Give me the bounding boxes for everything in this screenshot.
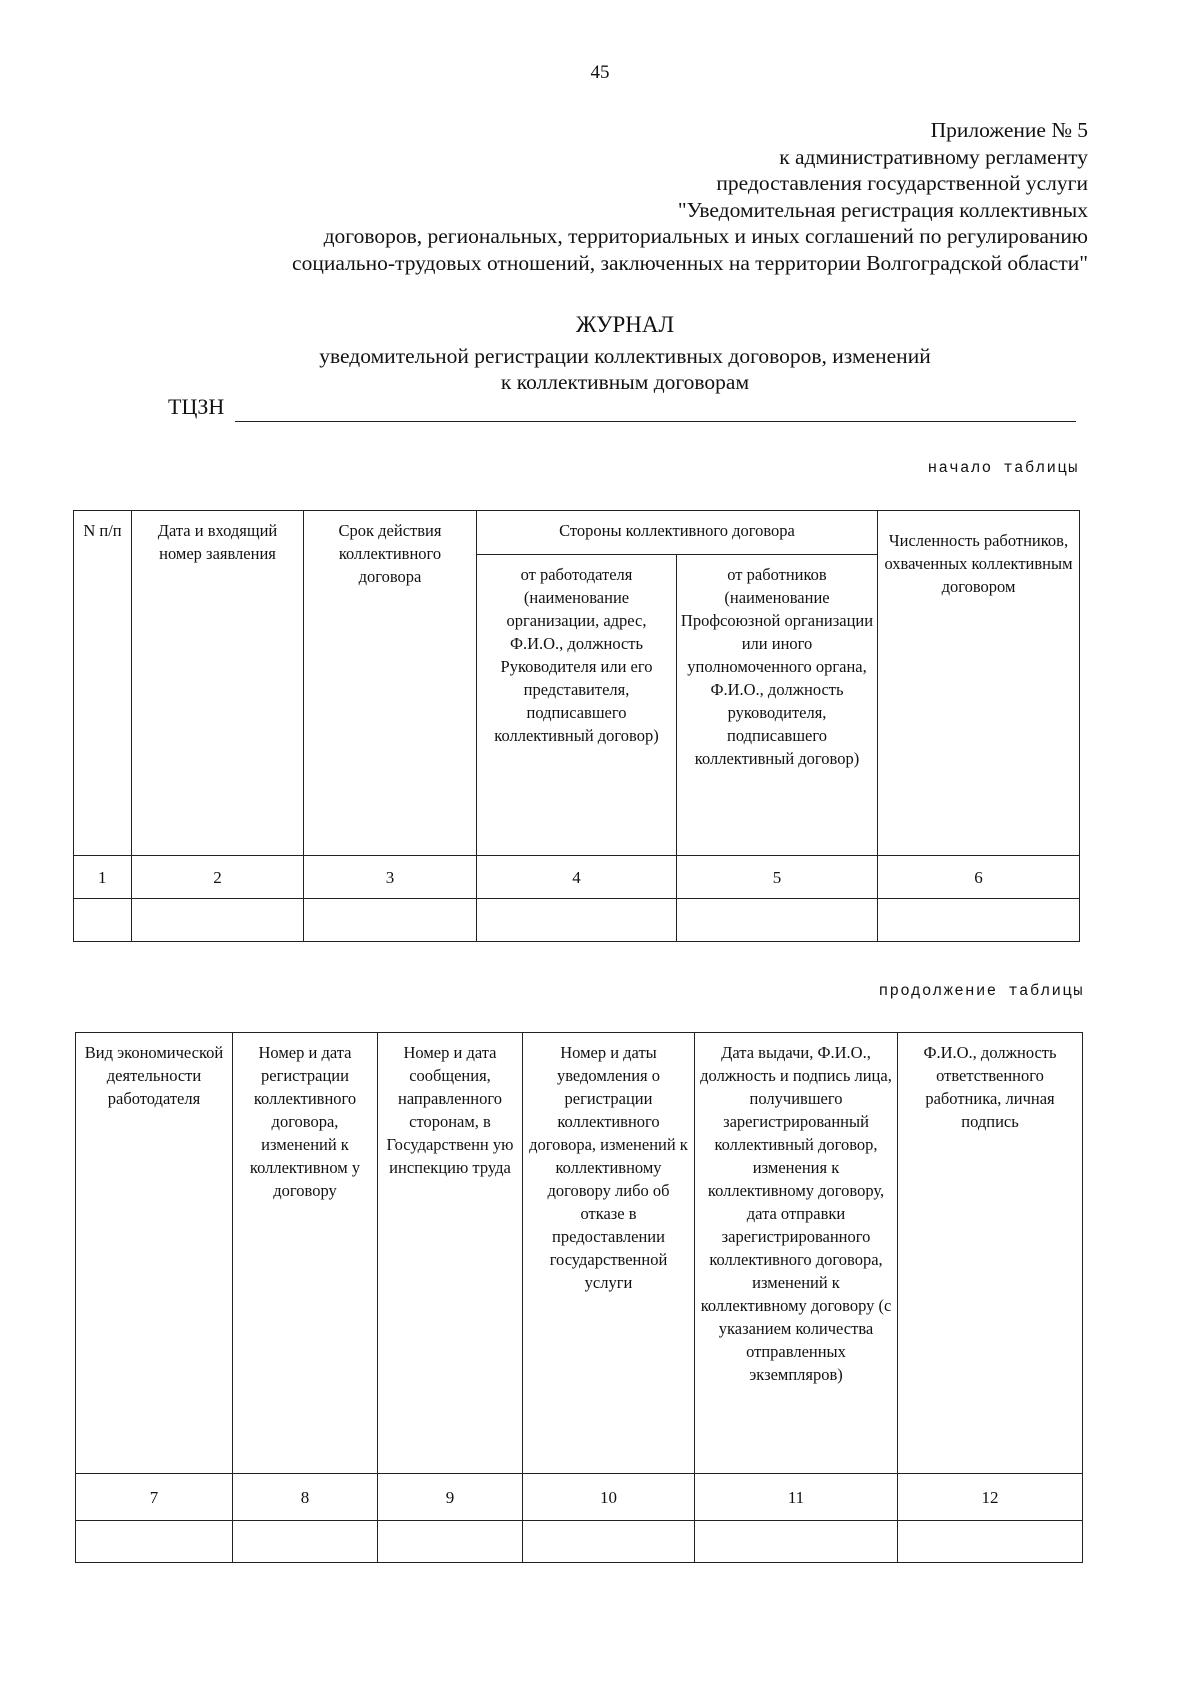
- appendix-line: социально-трудовых отношений, заключенных на территории Волгоградской области": [292, 250, 1088, 275]
- column-number: 11: [695, 1474, 898, 1521]
- journal-subtitle-line: уведомительной регистрации коллективных договоров, изменений: [319, 344, 931, 368]
- org-label: ТЦЗН: [168, 394, 225, 419]
- empty-cell: [695, 1521, 898, 1563]
- empty-cell: [677, 899, 878, 942]
- table-start-marker: начало таблицы: [927, 459, 1079, 477]
- header-employer: от работодателя (наименование организации, адрес, Ф.И.О., должность Руководителя или его представителя, подписавшего коллективный договор): [477, 555, 677, 856]
- appendix-line: предоставления государственной услуги: [716, 171, 1088, 195]
- registration-table-start: [73, 510, 1080, 942]
- journal-title: ЖУРНАЛ: [575, 312, 675, 337]
- header-message-number: Номер и дата сообщения, направленного сторонам, в Государственн ую инспекцию труда: [378, 1033, 523, 1474]
- appendix-block: [292, 117, 1088, 276]
- header-parties: Стороны коллективного договора: [477, 511, 878, 555]
- empty-cell: [898, 1521, 1083, 1563]
- column-number: 1: [74, 856, 132, 899]
- appendix-line: договоров, региональных, территориальных и иных соглашений по регулированию: [323, 224, 1088, 248]
- org-fill-line: [235, 421, 1076, 422]
- journal-subtitle: [0, 343, 1200, 395]
- header-activity-type: Вид экономической деятельности работодателя: [76, 1033, 233, 1474]
- header-notification-number: Номер и даты уведомления о регистрации коллективного договора, изменений к коллективному договору либо об отказе в предоставлении государственной услуги: [523, 1033, 695, 1474]
- empty-cell: [233, 1521, 378, 1563]
- empty-cell: [878, 899, 1080, 942]
- column-number: 5: [677, 856, 878, 899]
- header-employees: от работников (наименование Профсоюзной организации или иного уполномоченного органа, Ф.И.О., должность руководителя, подписавшего коллективный договор): [677, 555, 878, 856]
- column-number: 6: [878, 856, 1080, 899]
- empty-cell: [76, 1521, 233, 1563]
- empty-cell: [477, 899, 677, 942]
- empty-cell: [132, 899, 304, 942]
- column-number: 12: [898, 1474, 1083, 1521]
- header-registration-number: Номер и дата регистрации коллективного договора, изменений к коллективном у договору: [233, 1033, 378, 1474]
- column-number: 10: [523, 1474, 695, 1521]
- appendix-title: Приложение № 5: [930, 118, 1088, 142]
- column-number: 8: [233, 1474, 378, 1521]
- header-issue-date: Дата выдачи, Ф.И.О., должность и подпись лица, получившего зарегистрированный коллективный договор, изменения к коллективному договору, дата отправки зарегистрированного коллективного договора, изменений к коллективному договору (с указанием количества отправленных экземпляров): [695, 1033, 898, 1474]
- header-date: Дата и входящий номер заявления: [132, 511, 304, 856]
- empty-cell: [523, 1521, 695, 1563]
- header-num: N п/п: [74, 511, 132, 856]
- appendix-line: "Уведомительная регистрация коллективных: [677, 197, 1088, 222]
- column-number: 2: [132, 856, 304, 899]
- header-count: Численность работников, охваченных коллективным договором: [878, 511, 1080, 856]
- column-number: 9: [378, 1474, 523, 1521]
- empty-cell: [74, 899, 132, 942]
- header-term: Срок действия коллективного договора: [304, 511, 477, 856]
- appendix-line: к административному регламенту: [779, 144, 1088, 169]
- table-continuation-marker: продолжение таблицы: [878, 982, 1084, 1000]
- column-number: 7: [76, 1474, 233, 1521]
- header-responsible-person: Ф.И.О., должность ответственного работника, личная подпись: [898, 1033, 1083, 1474]
- column-number: 4: [477, 856, 677, 899]
- registration-table-continuation: [75, 1032, 1083, 1563]
- empty-cell: [378, 1521, 523, 1563]
- journal-subtitle-line: к коллективным договорам: [500, 370, 750, 394]
- page-number: 45: [590, 62, 610, 83]
- column-number: 3: [304, 856, 477, 899]
- empty-cell: [304, 899, 477, 942]
